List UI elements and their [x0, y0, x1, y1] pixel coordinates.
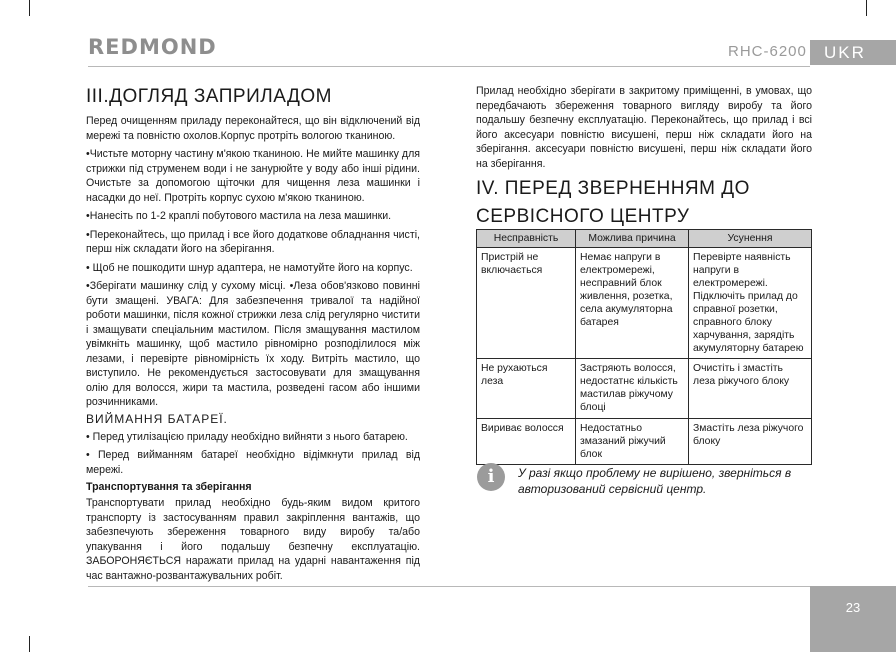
table-row	[477, 359, 812, 419]
paragraph: • Перед утилізацією приладу необхідно вийняти з нього батарею.	[86, 430, 408, 443]
language-tab: UKR	[810, 40, 896, 65]
model-number: RHC-6200	[728, 43, 807, 60]
right-column	[476, 84, 812, 231]
table-cell: Недостатньо змазаний ріжучий блок	[576, 419, 689, 465]
table-cell: Вириває волосся	[477, 419, 576, 465]
table-row	[477, 419, 812, 465]
paragraph: •Чистьте моторну частину м'якою тканиною. Не мийте машинку для стрижки під струменем води і не занурюйте у воду або інші рідини. Очистьте за допомогою щіточки для чищення леза машинки і насадки до неї. Протріть корпус сухою м'якою тканиною.	[86, 148, 420, 204]
table-cell: Не рухаються леза	[477, 359, 576, 419]
footer-divider	[88, 586, 810, 587]
paragraph: Транспортувати прилад необхідно будь-яким видом критого транспорту із застосуванням правил закріплення вантажів, що забезпечують збереження товарного виду виробу та/або упакування і його подальшу безпечну експлуатацію. ЗАБОРОНЯЄТЬСЯ наражати прилад на ударні навантаження під час вантажно-розвантажувальних робіт.	[86, 497, 420, 582]
subheading-battery: ВИЙМАННЯ БАТАРЕЇ.	[86, 411, 228, 426]
troubleshooting-table	[476, 229, 812, 465]
column-header: Можлива причина	[576, 230, 689, 248]
info-icon: i	[477, 463, 505, 491]
section-title-service: IV. ПЕРЕД ЗВЕРНЕННЯМ ДО СЕРВІСНОГО ЦЕНТРУ	[476, 178, 750, 227]
table-cell: Змастіть леза ріжучого блоку	[689, 419, 812, 465]
paragraph: • Перед вийманням батареї необхідно відімкнути прилад від мережі.	[86, 449, 420, 476]
paragraph: • Щоб не пошкодити шнур адаптера, не намотуйте його на корпус.	[86, 261, 413, 274]
crop-mark	[29, 636, 30, 652]
service-note: У разі якщо проблему не вирішено, зверніться в авторизований сервісний центр.	[518, 466, 792, 496]
table-header-row	[477, 230, 812, 248]
paragraph: •Нанесіть по 1-2 краплі побутового мастила на леза машинки.	[86, 210, 392, 222]
table-cell: Немає напруги в електромережі, несправний блок живлення, розетка, села акумуляторна батарея	[576, 248, 689, 359]
table-cell: Очистіть і змастіть леза ріжучого блоку	[689, 359, 812, 419]
paragraph: Прилад необхідно зберігати в закритому приміщенні, в умовах, що передбачають збереження товарного вигляду виробу та його подальшу безпечну експлуатацію. Переконайтесь, що прилад і всі його аксесуари повністю висушені, перш ніж складати його на зберігання. аксесуари повністю висушені, перш ніж складати його на зберігання.	[476, 85, 812, 170]
table-cell: Застряють волосся, недостатнє кількість мастилав ріжучому блоці	[576, 359, 689, 419]
left-column	[86, 86, 420, 587]
subheading-transport: Транспортування та зберігання	[86, 481, 252, 493]
paragraph: •Зберігати машинку слід у сухому місці. •Леза обов'язково повинні бути змащені. УВАГА: Для забезпечення тривалої та надійної роботи машинки, після кожної стрижки леза слід регулярно чистити і змащувати спеціальним мастилом. Після змащування мастилом увімкніть машинку, щоб мастило рівномірно розподілилося між лезами, і перевірте рівномірність їх ходу. Витріть мастило, що виступило. Не рекомендується застосовувати для змащування олію для волосся, жири та мастила, розведені гасом або іншими розчинниками.	[86, 280, 420, 408]
section-title-care: III.ДОГЛЯД ЗАПРИЛАДОМ	[86, 86, 332, 107]
column-header: Несправність	[477, 230, 576, 248]
header-divider	[88, 66, 810, 67]
table-row	[477, 248, 812, 359]
column-header: Усунення	[689, 230, 812, 248]
crop-mark	[29, 0, 30, 16]
paragraph: •Переконайтесь, що прилад і все його додаткове обладнання чисті, перш ніж складати його на зберігання.	[86, 228, 420, 255]
page-number: 23	[810, 586, 896, 652]
brand-logo: REDMOND	[88, 35, 217, 59]
paragraph: Перед очищенням приладу переконайтеся, що він відключений від мережі та повністю охолов.Корпус протріть вологою тканиною.	[86, 115, 420, 142]
crop-mark	[866, 0, 867, 16]
table-cell: Пристрій не включається	[477, 248, 576, 359]
table-cell: Перевірте наявність напруги в електромережі. Підключіть прилад до справної розетки, справного блоку харчування, зарядіть акумуляторну батарею	[689, 248, 812, 359]
